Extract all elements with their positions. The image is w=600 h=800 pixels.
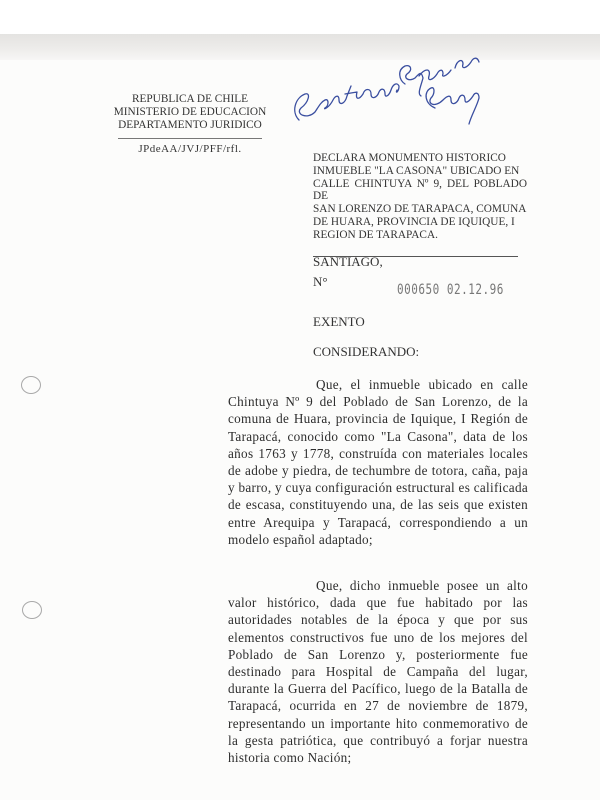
issuer-header: [110, 93, 270, 156]
title-line: DECLARA MONUMENTO HISTORICO: [313, 152, 506, 164]
header-line-ministry: MINISTERIO DE EDUCACION: [113, 106, 267, 118]
title-line: REGION DE TARAPACA.: [313, 228, 438, 241]
header-divider: [118, 138, 262, 139]
considerando-paragraph-2: [228, 577, 528, 766]
paragraph-text: Que, el inmueble ubicado en calle Chintuya Nº 9 del Poblado de San Lorenzo, de la comuna de Huara, provincia de Iquique, I Región de Tarapacá, conocido como "La Casona", data de los años 1763 y 1778, construída con materiales locales de adobe y piedra, de techumbre de totora, caña, paja y barro, y cuya configuración estructural es calificada de escasa, constituyendo una, de las seis que existen entre Arequipa y Tarapacá, correspondiendo a un modelo español adaptado;: [228, 377, 528, 547]
title-line: DE HUARA, PROVINCIA DE IQUIQUE, I: [313, 215, 515, 228]
exento-label: EXENTO: [313, 314, 365, 329]
number-label: N°: [313, 274, 328, 289]
city-label: SANTIAGO,: [313, 254, 383, 269]
title-line: INMUEBLE "LA CASONA" UBICADO EN: [313, 164, 520, 177]
punch-hole-lower: [22, 601, 42, 619]
title-line: CALLE CHINTUYA Nº 9, DEL POBLADO DE: [313, 177, 527, 203]
title-line: SAN LORENZO DE TARAPACA, COMUNA: [313, 203, 527, 216]
number-date-stamp: 000650 02.12.96: [397, 281, 504, 298]
handwritten-annotation: [285, 50, 485, 130]
considerando-paragraph-1: [228, 376, 528, 548]
paragraph-text: Que, dicho inmueble posee un alto valor histórico, dada que fue habitado por las autoridades notables de la época y que por sus elementos constructivos fue uno de los mejores del Poblado de San Lorenzo y, posteriormente fue destinado para Hospital de Campaña del lugar, durante la Guerra del Pacífico, luego de la Batalla de Tarapacá, ocurrida en 27 de noviembre de 1879, representando un importante hito conmemorativo de la gesta patriótica, que contribuyó a forjar nuestra historia como Nación;: [228, 578, 528, 766]
reference-code: JPdeAA/JVJ/PFF/rfl.: [138, 143, 242, 155]
header-line-department: DEPARTAMENTO JURIDICO: [118, 119, 262, 131]
considerando-heading: CONSIDERANDO:: [313, 344, 420, 359]
punch-hole-upper: [21, 376, 41, 394]
scan-top-margin: [0, 0, 600, 34]
resolution-title: [313, 152, 527, 257]
header-line-country: REPUBLICA DE CHILE: [131, 93, 249, 105]
